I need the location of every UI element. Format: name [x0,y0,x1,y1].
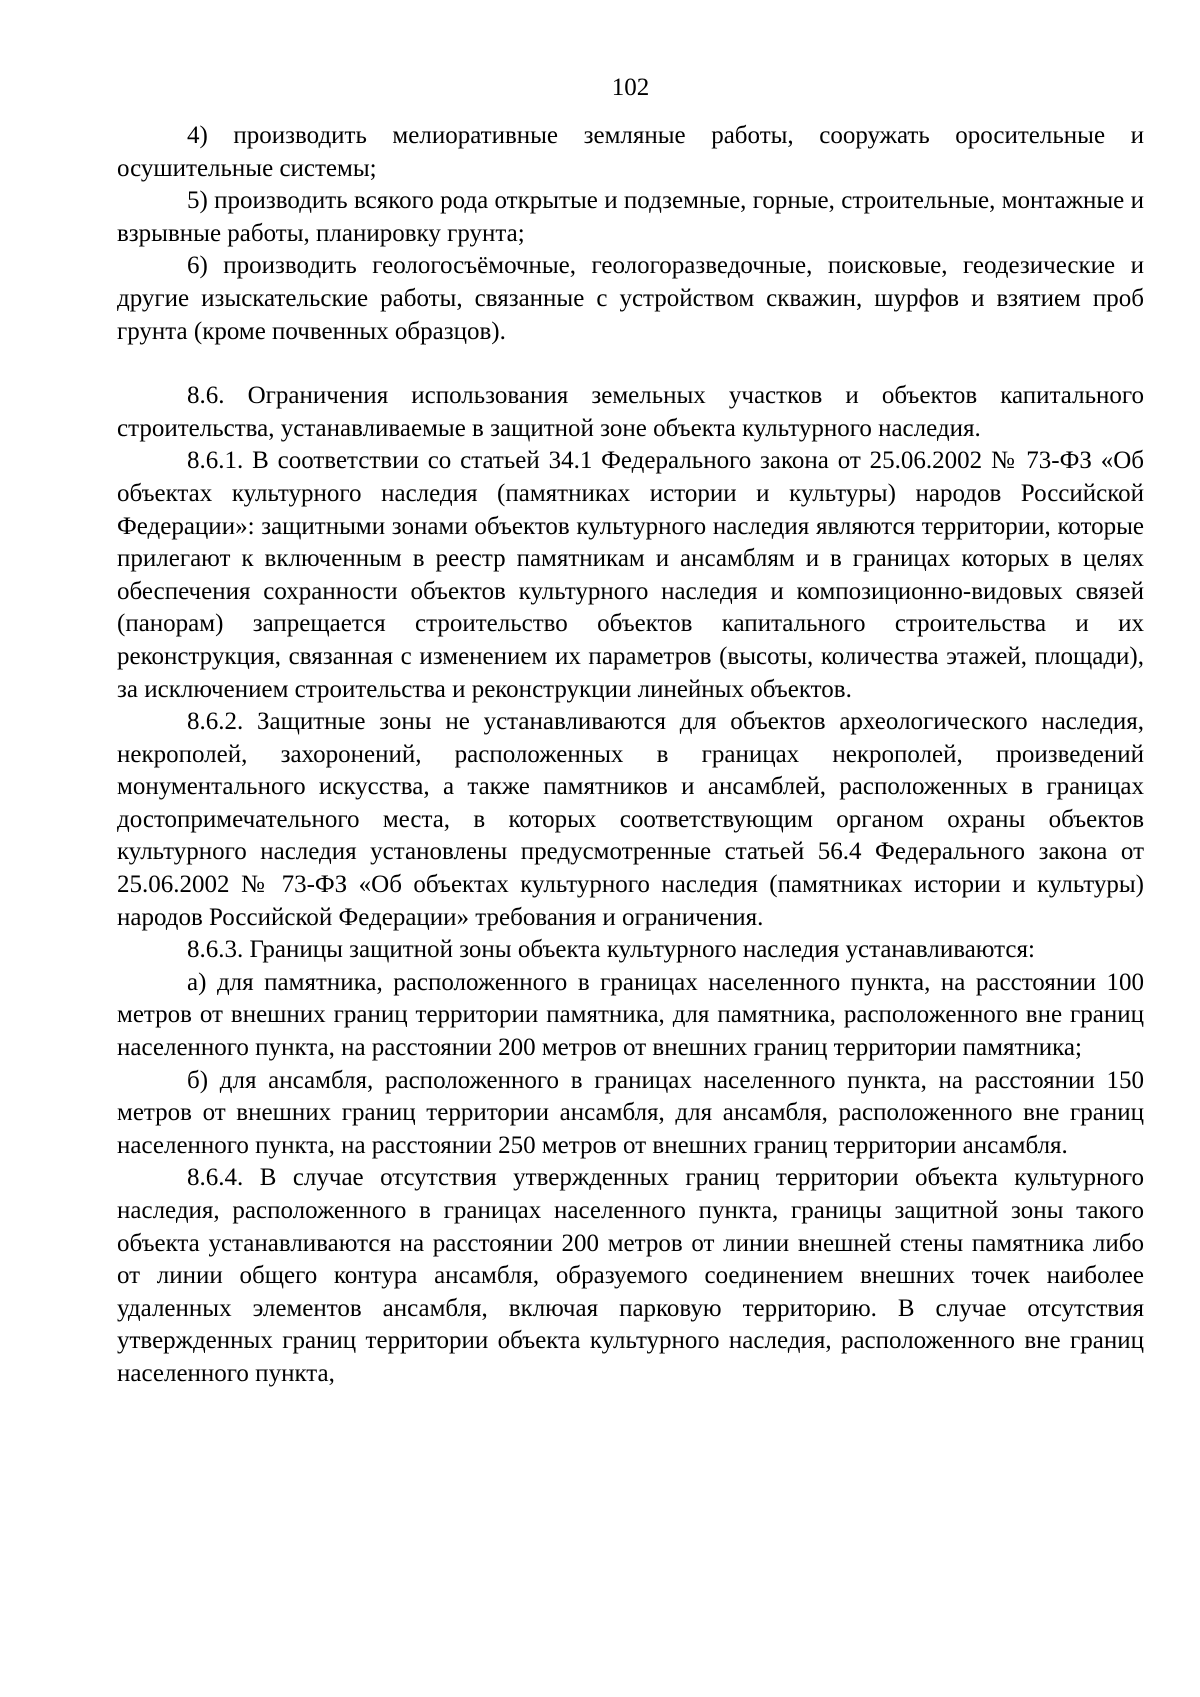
section-heading-8-6: 8.6. Ограничения использования земельных участков и объектов капитального строительства, устанавливаемые в защитной зоне объекта культурного наследия. [117,382,1144,442]
clause-8-6-3: 8.6.3. Границы защитной зоны объекта культурного наследия устанавливаются: [187,936,1035,964]
list-item-4: 4) производить мелиоративные земляные работы, сооружать оросительные и осушительные системы; [117,122,1144,182]
page-number: 102 [611,74,650,101]
subclause-a: а) для памятника, расположенного в границах населенного пункта, на расстоянии 100 метров от внешних границ территории памятника, для памятника, расположенного вне границ населенного пункта, на расстоянии 200 метров от внешних границ территории памятника; [117,968,1144,1062]
list-item-6: 6) производить геологосъёмочные, геологоразведочные, поисковые, геодезические и другие изыскательские работы, связанные с устройством скважин, шурфов и взятием проб грунта (кроме почвенных образцов). [117,252,1144,345]
clause-8-6-1: 8.6.1. В соответствии со статьей 34.1 Федерального закона от 25.06.2002 № 73-ФЗ «Об объектах культурного наследия (памятниках истории и культуры) народов Российской Федерации»: защитными зонами объектов культурного наследия являются территории, которые прилегают к включенным в реестр памятникам и ансамблям и в границах которых в целях обеспечения сохранности объектов культурного наследия и композиционно-видовых связей (панорам) запрещается строительство объектов капитального строительства и их реконструкция, связанная с изменением их параметров (высоты, количества этажей, площади), за исключением строительства и реконструкции линейных объектов. [117,447,1144,703]
clause-8-6-2: 8.6.2. Защитные зоны не устанавливаются для объектов археологического наследия, некрополей, захоронений, расположенных в границах некрополей, произведений монументального искусства, а также памятников и ансамблей, расположенных в границах достопримечательного места, в которых соответствующим органом охраны объектов культурного наследия установлены предусмотренные статьей 56.4 Федерального закона от 25.06.2002 № 73-ФЗ «Об объектах культурного наследия (памятниках истории и культуры) народов Российской Федерации» требования и ограничения. [117,708,1144,931]
subclause-b: б) для ансамбля, расположенного в границах населенного пункта, на расстоянии 150 метров от внешних границ территории ансамбля, для ансамбля, расположенного вне границ населенного пункта, на расстоянии 250 метров от внешних границ территории ансамбля. [117,1066,1144,1159]
document-page [117,72,1144,1391]
list-item-5: 5) производить всякого рода открытые и подземные, горные, строительные, монтажные и взрывные работы, планировку грунта; [117,187,1144,247]
clause-8-6-4: 8.6.4. В случае отсутствия утвержденных границ территории объекта культурного наследия, расположенного в границах населенного пункта, границы защитной зоны такого объекта устанавливаются на расстоянии 200 метров от линии внешней стены памятника либо от линии общего контура ансамбля, образуемого соединением внешних точек наиболее удаленных элементов ансамбля, включая парковую территорию. В случае отсутствия утвержденных границ территории объекта культурного наследия, расположенного вне границ населенного пункта, [117,1164,1144,1387]
section-spacer [117,348,1144,380]
